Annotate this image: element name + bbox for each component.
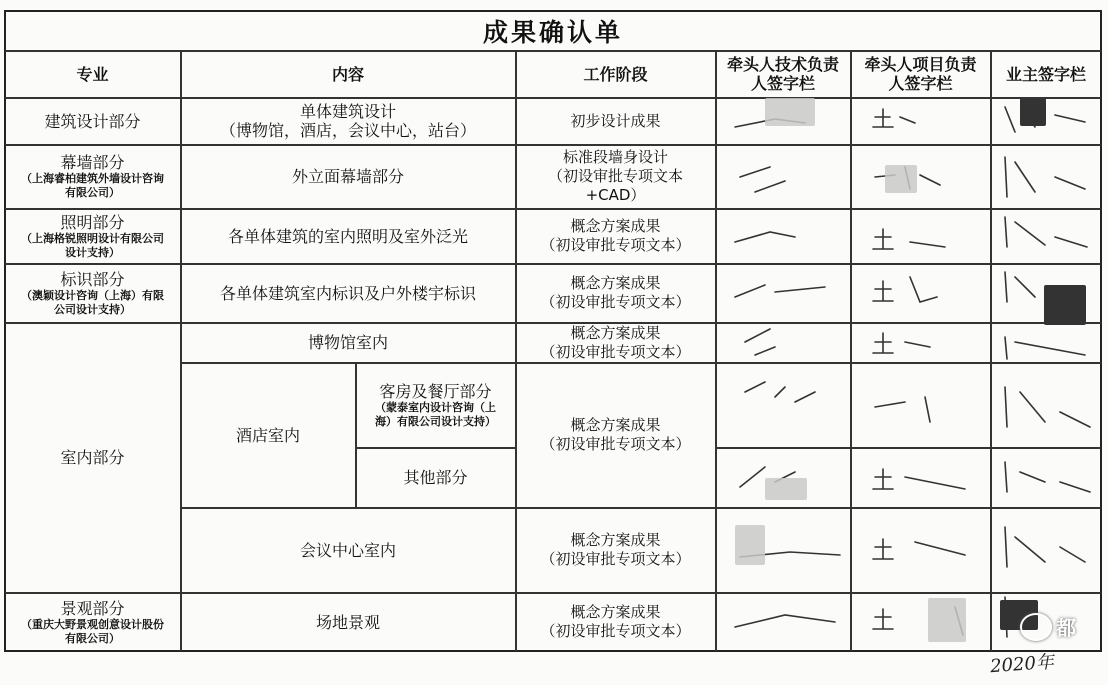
stage-line: 概念方案成果 xyxy=(570,274,661,292)
discipline-label: 照明部分 xyxy=(60,212,125,232)
redaction-block xyxy=(735,525,765,565)
content-signage: 各单体建筑室内标识及户外楼宇标识 xyxy=(219,283,476,303)
header-tech-lead-line: 人签字栏 xyxy=(750,74,815,93)
header-stage: 工作阶段 xyxy=(583,64,648,84)
stage-line: （初设审批专项文本） xyxy=(540,342,691,361)
header-project-lead-line: 牵头人项目负责 xyxy=(864,55,977,74)
stage-line: （初设审批专项文本 xyxy=(547,167,683,185)
stage-lighting xyxy=(516,209,715,263)
rooms-sub: （蒙泰室内设计咨询（上 xyxy=(375,400,496,414)
discipline-lighting xyxy=(5,209,180,263)
stage-line: 标准段墙身设计 xyxy=(562,148,668,166)
content-line: 单体建筑设计 xyxy=(299,102,396,121)
discipline-sub: 有限公司） xyxy=(65,186,120,199)
discipline-sub: 公司设计支持） xyxy=(54,302,131,316)
header-content: 内容 xyxy=(331,64,364,84)
redaction-block xyxy=(1044,285,1086,325)
stage-line: 概念方案成果 xyxy=(570,217,661,235)
stage-signage xyxy=(516,264,715,322)
rooms-sub: 海）有限公司设计支持） xyxy=(375,414,496,428)
stage-line: （初设审批专项文本） xyxy=(540,550,691,568)
redaction-block xyxy=(1020,98,1046,126)
header-project-lead-line: 人签字栏 xyxy=(888,74,953,93)
footer-date: 2020年 xyxy=(989,651,1055,678)
redaction-block xyxy=(928,598,966,642)
discipline-curtain xyxy=(5,145,180,208)
watermark-text: 都 xyxy=(1056,616,1076,640)
stage-line: 概念方案成果 xyxy=(570,323,661,342)
discipline-landscape xyxy=(5,593,180,651)
header-tech-lead xyxy=(716,51,850,97)
discipline-sub: （上海睿柏建筑外墙设计咨询 xyxy=(21,172,164,185)
page-title: 成果确认单 xyxy=(482,18,623,47)
header-project-lead xyxy=(851,51,990,97)
discipline-arch: 建筑设计部分 xyxy=(44,111,141,131)
stage-line: （初设审批专项文本） xyxy=(540,435,691,453)
discipline-sub: （重庆大野景观创意设计股份 xyxy=(21,617,164,631)
content-hotel-other: 其他部分 xyxy=(403,468,468,487)
discipline-interior: 室内部分 xyxy=(60,448,125,467)
discipline-sub: 设计支持） xyxy=(65,245,120,259)
redaction-block xyxy=(765,478,807,500)
discipline-label: 标识部分 xyxy=(60,269,125,289)
stage-conference xyxy=(516,508,715,592)
content-lighting: 各单体建筑的室内照明及室外泛光 xyxy=(227,226,468,246)
stage-landscape xyxy=(516,593,715,651)
stage-line: 概念方案成果 xyxy=(570,603,661,621)
content-landscape: 场地景观 xyxy=(315,612,380,632)
content-line: （博物馆，酒店，会议中心，站台） xyxy=(219,121,476,140)
stage-line: （初设审批专项文本） xyxy=(540,236,691,254)
redaction-block xyxy=(885,165,917,193)
content-arch xyxy=(181,98,515,144)
wechat-watermark-icon xyxy=(1020,613,1052,641)
watermark xyxy=(1020,612,1076,641)
discipline-label: 幕墙部分 xyxy=(60,153,125,172)
stage-museum xyxy=(516,323,715,362)
stage-line: 初步设计成果 xyxy=(570,111,661,130)
discipline-sub: （澳颖设计咨询（上海）有限 xyxy=(21,288,164,302)
stage-hotel xyxy=(516,363,715,507)
discipline-sub: 有限公司） xyxy=(65,631,120,645)
content-hotel-rooms xyxy=(356,363,515,447)
stage-line: （初设审批专项文本） xyxy=(540,622,691,640)
stage-arch xyxy=(516,98,715,144)
content-museum: 博物馆室内 xyxy=(307,333,388,352)
header-owner: 业主签字栏 xyxy=(1005,64,1086,84)
content-conference: 会议中心室内 xyxy=(299,540,396,560)
header-tech-lead-line: 牵头人技术负责 xyxy=(726,55,839,74)
discipline-signage xyxy=(5,264,180,322)
discipline-label: 景观部分 xyxy=(60,598,125,618)
content-hotel: 酒店室内 xyxy=(235,425,300,445)
stage-line: 概念方案成果 xyxy=(570,531,661,549)
stage-curtain xyxy=(516,145,715,208)
rooms-label: 客房及餐厅部分 xyxy=(379,381,492,401)
content-curtain: 外立面幕墙部分 xyxy=(291,167,404,186)
stage-line: +CAD） xyxy=(585,186,646,204)
stage-line: 概念方案成果 xyxy=(570,416,661,434)
header-discipline: 专业 xyxy=(76,64,109,84)
discipline-sub: （上海格锐照明设计有限公司 xyxy=(21,231,164,245)
redaction-block xyxy=(765,98,815,126)
stage-line: （初设审批专项文本） xyxy=(540,293,691,311)
